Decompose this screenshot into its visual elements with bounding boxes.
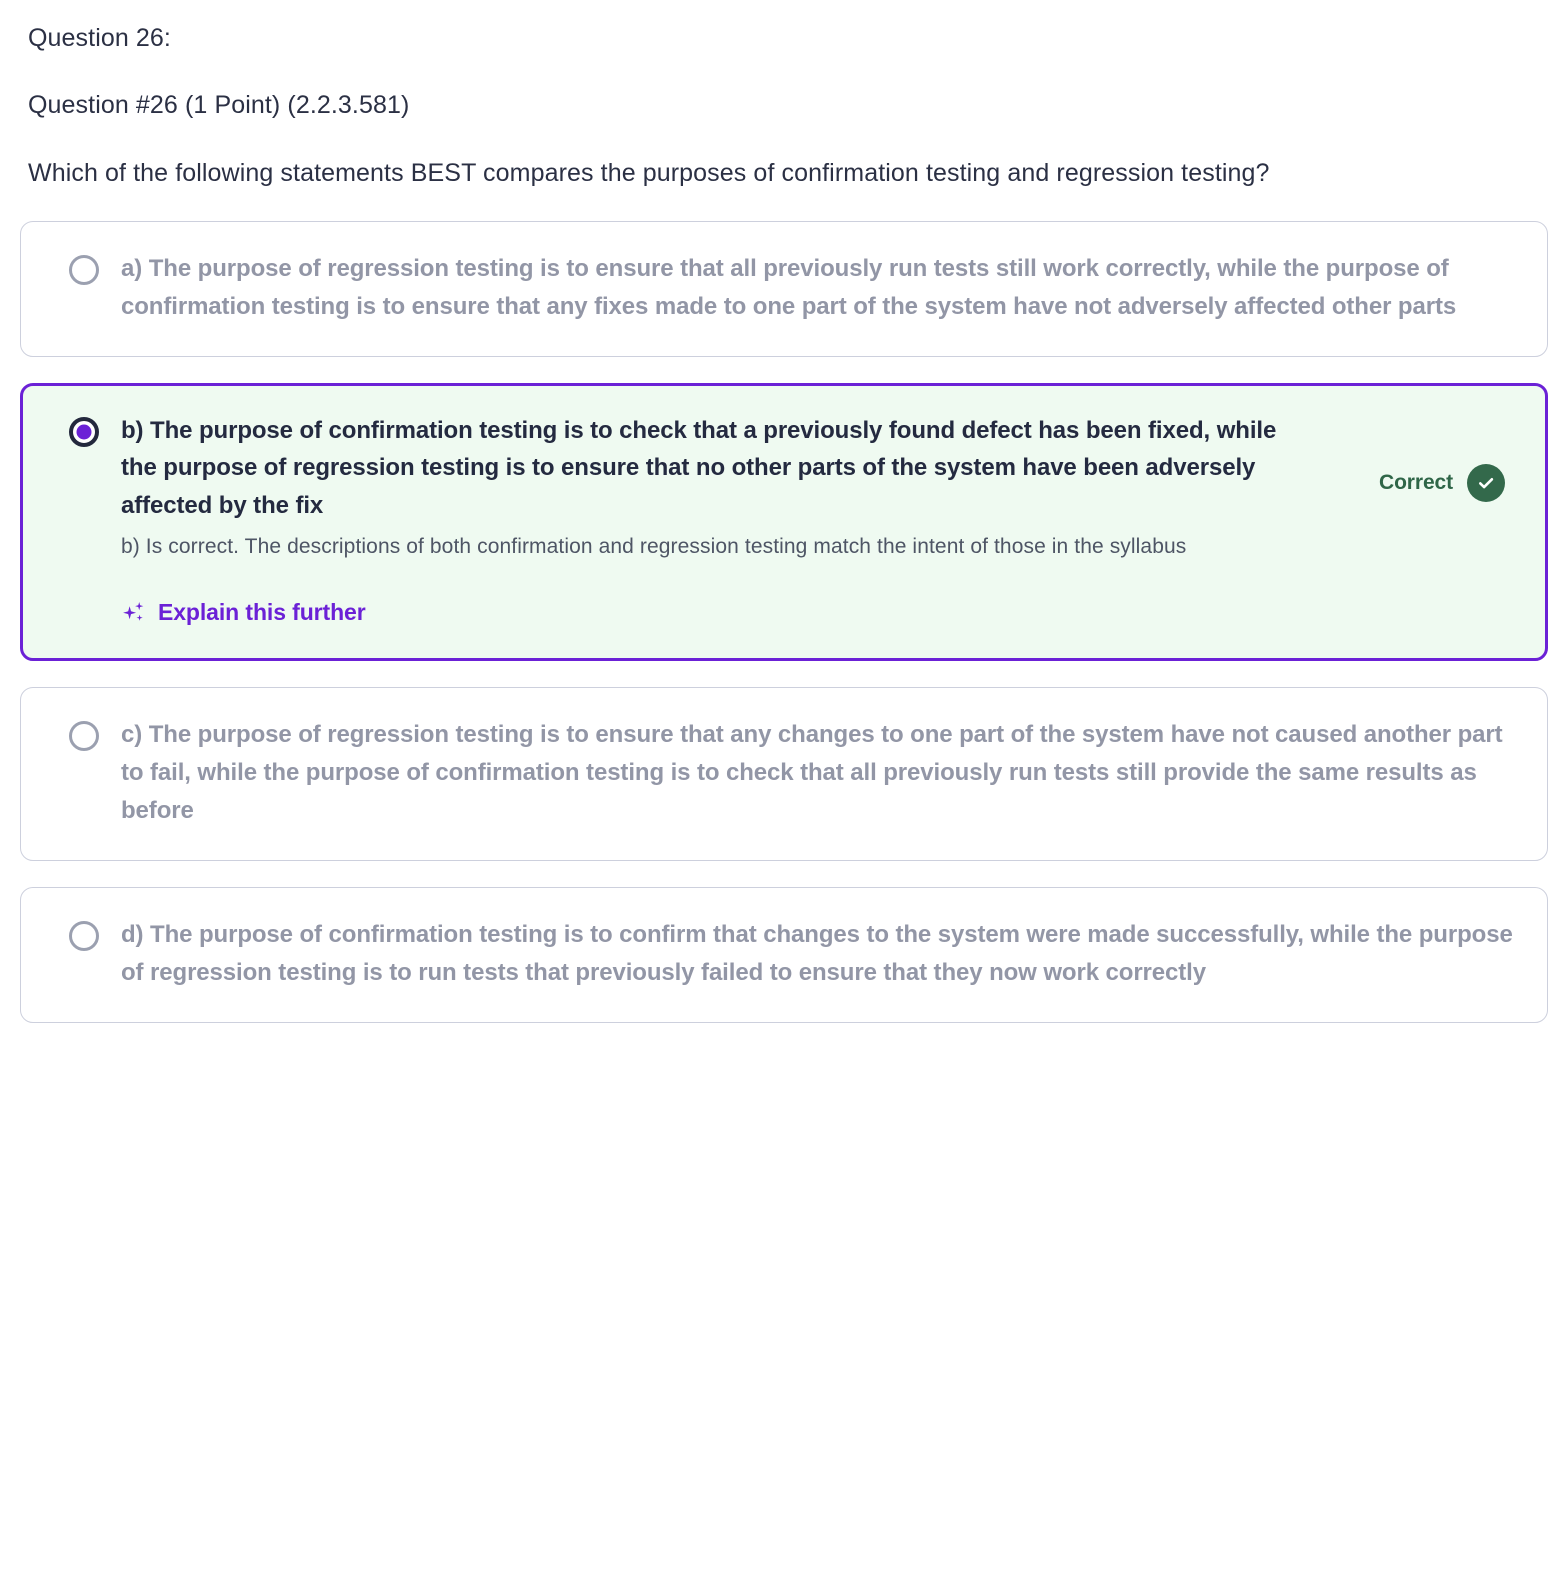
question-meta-line: Question #26 (1 Point) (2.2.3.581): [28, 90, 410, 119]
question-prompt: Which of the following statements BEST compares the purposes of confirmation testing and regression testing?: [28, 159, 1270, 187]
radio-column-c: [47, 716, 121, 751]
option-text-d: d) The purpose of confirmation testing is to confirm that changes to the system were made successfully, while the purpose of regression testing is to run tests that previously failed to ensure that they now work correctly: [121, 921, 1513, 986]
option-card-b[interactable]: [20, 383, 1548, 662]
radio-unchecked-icon[interactable]: [69, 921, 99, 951]
option-body-a: [121, 250, 1521, 326]
option-body-d: [121, 916, 1521, 992]
option-card-d[interactable]: [20, 887, 1548, 1023]
check-circle-icon: [1467, 464, 1505, 502]
radio-checked-icon[interactable]: [69, 417, 99, 447]
explain-this-further-label: Explain this further: [158, 598, 366, 625]
option-text-a: a) The purpose of regression testing is to ensure that all previously run tests still work correctly, while the purpose of confirmation testing is to ensure that any fixes made to one part of the system have not adversely affected other parts: [121, 254, 1457, 320]
explain-this-further-button[interactable]: [121, 599, 366, 626]
option-text-c: c) The purpose of regression testing is to ensure that any changes to one part of the system have not caused another part to fail, while the purpose of confirmation testing is to check that all previously run tests still provide the same results as before: [121, 721, 1503, 825]
radio-unchecked-icon[interactable]: [69, 721, 99, 751]
sparkle-icon: [121, 599, 147, 625]
question-header: [20, 22, 1548, 193]
status-badge: [1379, 464, 1505, 502]
option-card-a[interactable]: [20, 221, 1548, 357]
option-body-c: [121, 716, 1521, 830]
option-text-b: b) The purpose of confirmation testing is to check that a previously found defect has been fixed, while the purpose of regression testing is to ensure that no other parts of the system have been adversely affected by the fix: [121, 416, 1277, 520]
radio-column-b: [47, 412, 121, 447]
question-number-label: Question 26:: [28, 24, 171, 52]
option-explanation-b: b) Is correct. The descriptions of both confirmation and regression testing match the intent of those in the syllabus: [121, 535, 1187, 559]
answer-options-list: [20, 221, 1548, 1023]
option-body-b: [121, 412, 1521, 631]
status-badge-label: Correct: [1379, 470, 1453, 494]
radio-unchecked-icon[interactable]: [69, 255, 99, 285]
option-card-c[interactable]: [20, 687, 1548, 861]
radio-column-a: [47, 250, 121, 285]
radio-column-d: [47, 916, 121, 951]
